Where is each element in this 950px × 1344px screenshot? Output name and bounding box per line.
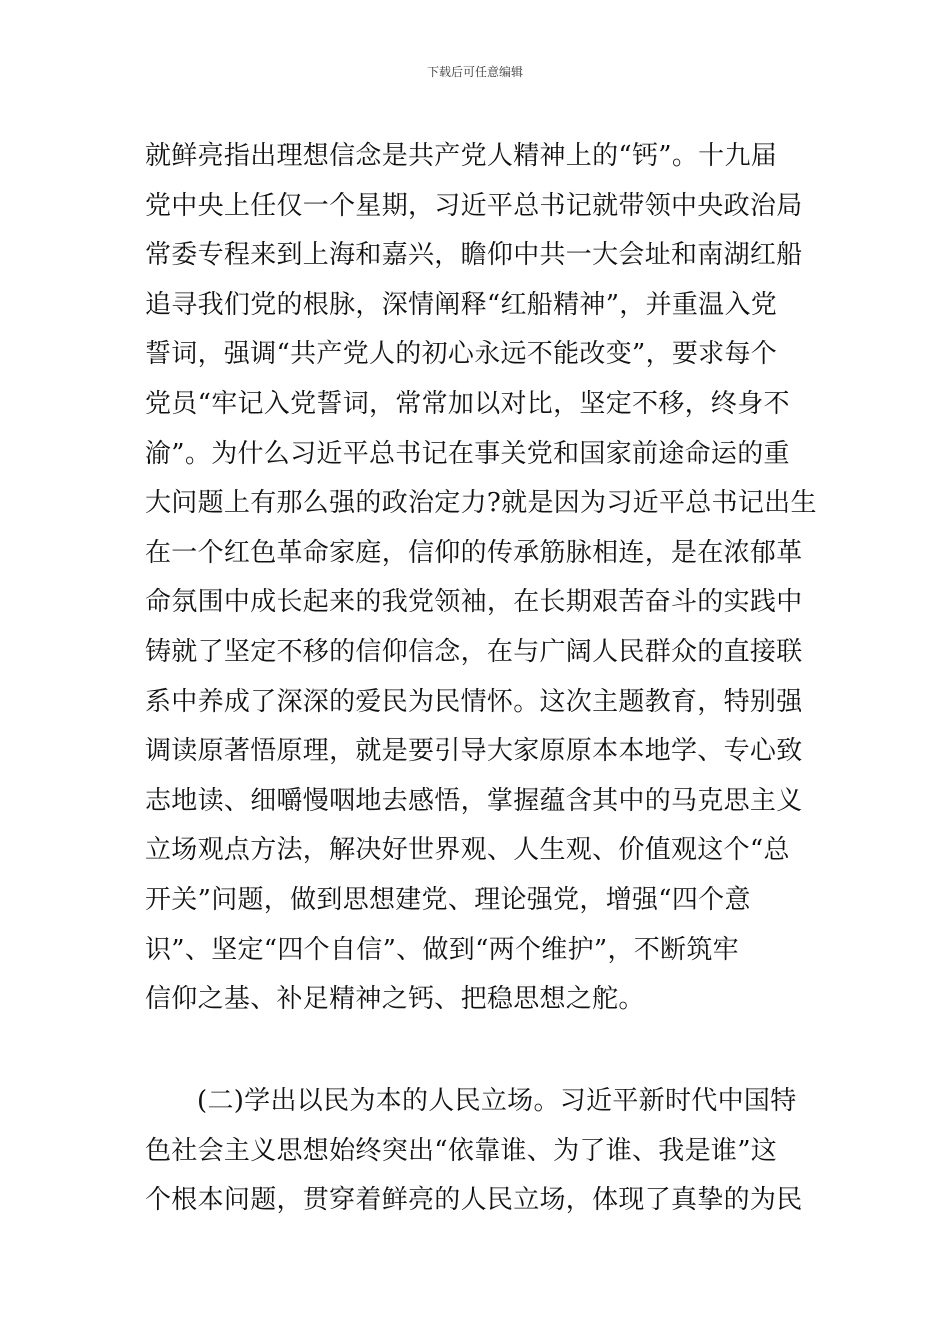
text-line: 立场观点方法，解决好世界观、人生观、价值观这个“总 [145, 835, 790, 866]
text-line: 个根本问题，贯穿着鲜亮的人民立场，体现了真挚的为民 [145, 1185, 803, 1216]
text-line: 命氛围中成长起来的我党领袖，在长期艰苦奋斗的实践中 [145, 587, 803, 618]
text-line: 色社会主义思想始终突出“依靠谁、为了谁、我是谁”这 [145, 1135, 778, 1166]
text-line: 调读原著悟原理，就是要引导大家原原本本地学、专心致 [145, 736, 803, 767]
text-line: 铸就了坚定不移的信仰信念，在与广阔人民群众的直接联 [145, 636, 803, 667]
text-line: 大问题上有那么强的政治定力?就是因为习近平总书记出生 [145, 488, 817, 519]
text-line: 识”、坚定“四个自信”、做到“两个维护”，不断筑牢 [145, 934, 739, 965]
text-line: 就鲜亮指出理想信念是共产党人精神上的“钙”。十九届 [145, 141, 778, 171]
text-line: 志地读、细嚼慢咽地去感悟，掌握蕴含其中的马克思主义 [145, 785, 803, 816]
text-line: 开关”问题，做到思想建党、理论强党，增强“四个意 [145, 884, 751, 915]
text-line: 渝”。为什么习近平总书记在事关党和国家前途命运的重 [145, 438, 790, 469]
text-line: 常委专程来到上海和嘉兴，瞻仰中共一大会址和南湖红船 [145, 240, 803, 271]
text-line: 系中养成了深深的爱民为民情怀。这次主题教育，特别强 [145, 686, 803, 717]
paragraph-1 [145, 132, 817, 1025]
text-line: 追寻我们党的根脉，深情阐释“红船精神”，并重温入党 [145, 289, 778, 320]
page-header-note: 下载后可任意编辑 [426, 65, 523, 79]
text-line: 在一个红色革命家庭，信仰的传承筋脉相连，是在浓郁革 [145, 537, 803, 568]
text-line: 信仰之基、补足精神之钙、把稳思想之舵。 [145, 984, 645, 1015]
text-line: 党中央上任仅一个星期，习近平总书记就带领中央政治局 [145, 190, 803, 221]
text-line: (二)学出以民为本的人民立场。习近平新时代中国特 [197, 1086, 797, 1116]
paragraph-2 [145, 1077, 809, 1226]
text-line: 党员“牢记入党誓词，常常加以对比，坚定不移，终身不 [145, 388, 790, 419]
text-line: 誓词，强调“共产党人的初心永远不能改变”，要求每个 [145, 339, 778, 370]
